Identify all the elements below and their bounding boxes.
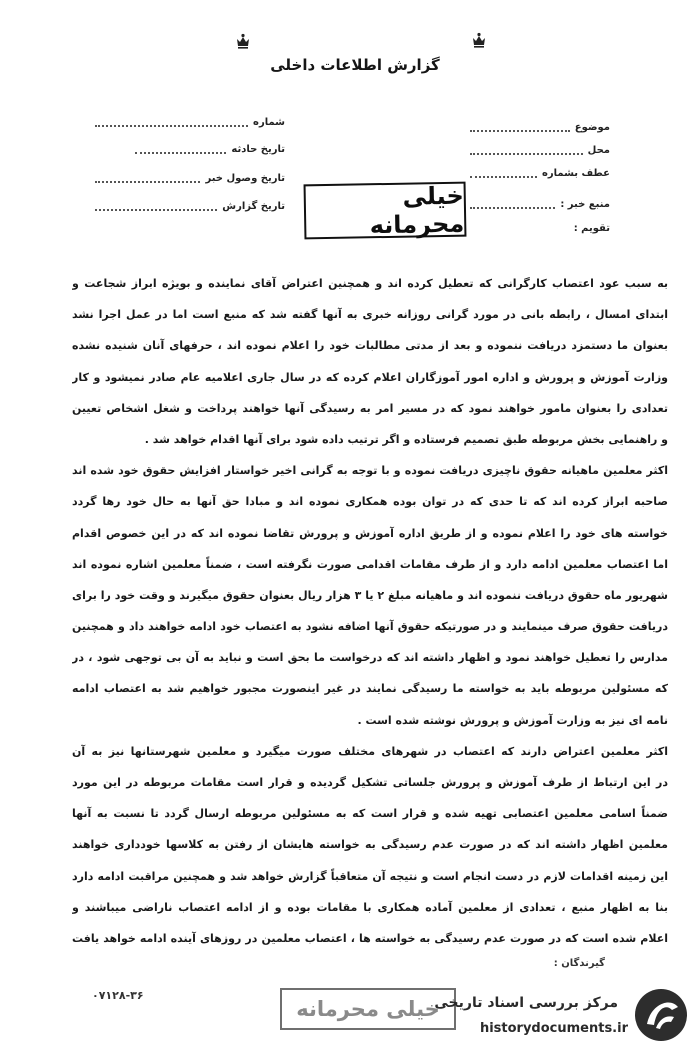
body-line: خواسته های خود را اعلام نموده و از طریق اداره آموزش و پرورش تقاضا نموده اند که در این خصوص اقدام — [72, 526, 668, 540]
archive-logo-icon — [634, 988, 688, 1042]
body-line: اعلام شده است که در صورت عدم رسیدگی به خواسته ها ، اعتصاب معلمین در روزهای آینده ادامه خواهد یافت — [72, 931, 668, 945]
body-line: دریافت حقوق صرف مینمایند و در صورتیکه حقوق آنها اضافه نشود به اعتصاب خود ادامه خواهند داد و همچنین — [72, 620, 668, 634]
report-body — [72, 268, 668, 954]
field-label: عطف بشماره — [541, 168, 610, 179]
body-line: و راهنمایی بخش مربوطه طبق تصمیم فرستاده و اگر ترتیب داده شود برای آنها اقدام خواهد شد . — [144, 432, 668, 446]
field-source — [470, 196, 610, 212]
paragraph — [72, 455, 668, 736]
field-label: موضوع — [574, 122, 610, 133]
body-line: اما اعتصاب معلمین ادامه دارد و از طرف مقامات اقدامی صورت نگرفته است ، ضمناً معلمین اشاره نموده اند — [72, 557, 668, 571]
body-line: که مسئولین مربوطه باید به خواسته ما رسیدگی نمایند در غیر اینصورت مجبور خواهیم شد به اعتصاب ادامه — [72, 682, 668, 696]
emblem-right-icon — [472, 32, 486, 48]
body-line: اکثر معلمین اعتراض دارند که اعتصاب در شهرهای مختلف صورت میگیرد و معلمین شهرستانها نیز به آن — [72, 744, 668, 758]
emblem-left-icon — [236, 33, 250, 49]
body-line: صاحبه ابراز کرده اند که تا حدی که در توان بوده همکاری نموده اند و مبادا حق آنها به حال خود رها گردد — [72, 495, 668, 509]
field-dotted-line — [470, 206, 555, 209]
body-line: نامه ای نیز به وزارت آموزش و پرورش نوشته شده است . — [357, 713, 668, 727]
paragraph — [72, 736, 668, 954]
field-evaluation — [470, 220, 610, 236]
field-dotted-line — [470, 152, 583, 155]
field-dotted-line — [95, 208, 217, 211]
field-label: تاریخ گزارش — [222, 201, 285, 212]
classification-stamp-text: خیلی محرمانه — [296, 997, 440, 1021]
body-line: شهریور ماه حقوق دریافت ننموده اند و ماهیانه مبلغ ۲ یا ۳ هزار ریال بعنوان حقوق میگیرند و وقت خود را برای — [72, 588, 668, 602]
recipients-label: گیرندگان : — [553, 958, 605, 969]
body-line: وزارت آموزش و پرورش و اداره امور آموزگاران اعلام کرده که در سال جاری اعلامیه عام صادر نمیشود و کار — [72, 370, 668, 384]
body-line: مدارس را تعطیل خواهند نمود و اظهار داشته اند که درخواست ما بحق است و نباید به آن بی توجهی شود ، در — [72, 651, 668, 665]
field-received-date — [95, 170, 285, 186]
report-title: گزارش اطلاعات داخلی — [270, 56, 440, 74]
body-line: به سبب عود اعتصاب کارگرانی که تعطیل کرده اند و همچنین اعتراض آقای نماینده و بویژه ابراز شجاعت و — [72, 277, 668, 290]
body-line: اکثر معلمین ماهیانه حقوق ناچیزی دریافت نموده و با توجه به گرانی اخیر خواستار افزایش حقوق خود شده اند — [72, 464, 668, 478]
field-number — [95, 114, 285, 130]
field-label: تاریخ حادثه — [231, 144, 285, 155]
field-dotted-line — [470, 129, 570, 132]
field-dotted-line — [95, 124, 248, 127]
classification-stamp-bottom — [280, 988, 456, 1030]
body-line: بعنوان ما دستمزد دریافت ننموده و بعد از مدتی مطالبات خود را اعلام نموده اند ، حرفهای آنان شنیده نشده — [72, 339, 668, 353]
watermark-site: historydocuments.ir — [479, 1021, 628, 1036]
field-label: تاریخ وصول خبر — [205, 173, 285, 184]
paragraph — [72, 268, 668, 455]
body-line: بنا به اظهار منبع ، تعدادی از معلمین آماده همکاری با مقامات بوده و از ادامه اعتصاب ناراضی میباشند و — [72, 900, 668, 914]
field-subject — [470, 119, 610, 135]
classification-stamp — [304, 182, 467, 240]
body-line: معلمین اظهار داشته اند که در صورت عدم رسیدگی به خواسته هایشان از رفتن به کلاسها خودداری خواهند — [72, 838, 668, 852]
body-line: این زمینه اقدامات لازم در دست انجام است و نتیجه آن متعاقباً گزارش خواهد شد و همچنین مراقبت ادامه دارد — [72, 869, 668, 883]
field-label: تقویم : — [573, 223, 610, 234]
body-line: ابتدای امسال ، رابطه بانی در مورد گرانی روزانه خبری به آنها گفته شد که منبع است اما در عمل اجرا نشد — [72, 308, 668, 322]
classification-stamp-text: خیلی محرمانه — [369, 181, 465, 239]
field-dotted-line — [470, 175, 537, 178]
field-label: منبع خبر : — [560, 199, 610, 210]
field-reference — [470, 165, 610, 181]
watermark-org-name: مرکز بررسی اسناد تاریخی — [434, 995, 618, 1011]
body-line: تعدادی را بعنوان مامور خواهند نمود که در مسیر امر به رسیدگی آنها خواهند پرداخت و شغل اشخاص تعیین — [72, 401, 668, 415]
body-line: در این ارتباط از طرف آموزش و پرورش جلساتی تشکیل گردیده و قرار است مقامات مربوطه در این مورد — [72, 776, 668, 789]
field-location — [470, 142, 610, 158]
document-number: ۰۷۱۲۸-۳۶ — [92, 989, 144, 1002]
field-dotted-line — [95, 180, 200, 183]
field-label: محل — [587, 145, 610, 156]
body-line: ضمناً اسامی معلمین اعتصابی تهیه شده و قرار است که به مسئولین مربوطه ارسال گردد تا نسبت به آنها — [72, 807, 668, 821]
field-report-date — [95, 198, 285, 214]
field-dotted-line — [135, 151, 226, 154]
field-label: شماره — [253, 117, 285, 128]
field-incident-date — [135, 141, 285, 157]
